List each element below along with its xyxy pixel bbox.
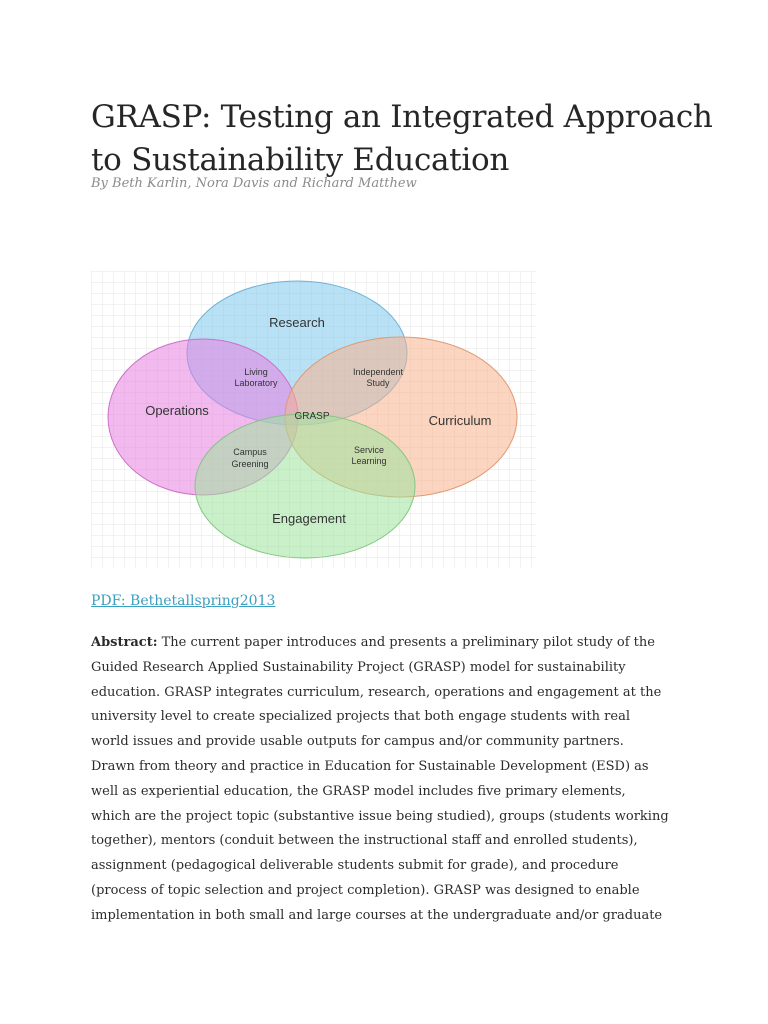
curriculum-label: Curriculum (428, 413, 492, 428)
campus-greening-label-line1: Campus (233, 447, 267, 457)
abstract-line: implementation in both small and large courses at the undergraduate and/or graduate (91, 907, 663, 923)
living-laboratory-label-line1: Living (244, 367, 268, 377)
abstract-line: (process of topic selection and project completion). GRASP was designed to enable (91, 882, 640, 898)
abstract-line: together), mentors (conduit between the instructional staff and enrolled students), (91, 833, 638, 849)
article-title: GRASP: Testing an Integrated Approach to Sustainability Education (91, 99, 713, 178)
service-learning-label-line2: Learning (351, 456, 387, 466)
abstract-line: university level to create specialized projects that both engage students with real (91, 709, 630, 725)
abstract-line: Guided Research Applied Sustainability Project (GRASP) model for sustainability (91, 659, 626, 675)
pdf-download-link[interactable]: PDF: Bethetallspring2013 (91, 593, 276, 609)
venn-svg (91, 271, 536, 568)
abstract-label: Abstract: (91, 635, 158, 650)
operations-label: Operations (145, 403, 209, 418)
abstract-line: Drawn from theory and practice in Education for Sustainable Development (ESD) as (91, 758, 649, 774)
independent-study-label-line1: Independent (352, 367, 404, 377)
abstract-text: The current paper introduces and presents a preliminary pilot study of the (157, 635, 655, 650)
abstract-line: education. GRASP integrates curriculum, research, operations and engagement at the (91, 684, 662, 700)
research-label: Research (269, 315, 325, 330)
engagement-label: Engagement (272, 511, 346, 526)
engagement-circle (195, 414, 415, 558)
grasp-center-label: GRASP (294, 411, 330, 422)
abstract-line (91, 631, 691, 656)
living-laboratory-label-line2: Laboratory (234, 378, 278, 388)
abstract-line: which are the project topic (substantive issue being studied), groups (students working (91, 808, 669, 824)
grasp-venn-diagram (91, 271, 536, 568)
abstract-line: world issues and provide usable outputs for campus and/or community partners. (91, 734, 624, 750)
abstract-line: well as experiential education, the GRASP model includes five primary elements, (91, 783, 626, 799)
abstract-line: assignment (pedagogical deliverable students submit for grade), and procedure (91, 858, 619, 874)
abstract-paragraph (91, 631, 691, 929)
independent-study-label-line2: Study (366, 378, 390, 388)
service-learning-label-line1: Service (353, 445, 385, 455)
campus-greening-label-line2: Greening (231, 459, 269, 469)
article-byline: By Beth Karlin, Nora Davis and Richard Matthew (91, 176, 417, 191)
